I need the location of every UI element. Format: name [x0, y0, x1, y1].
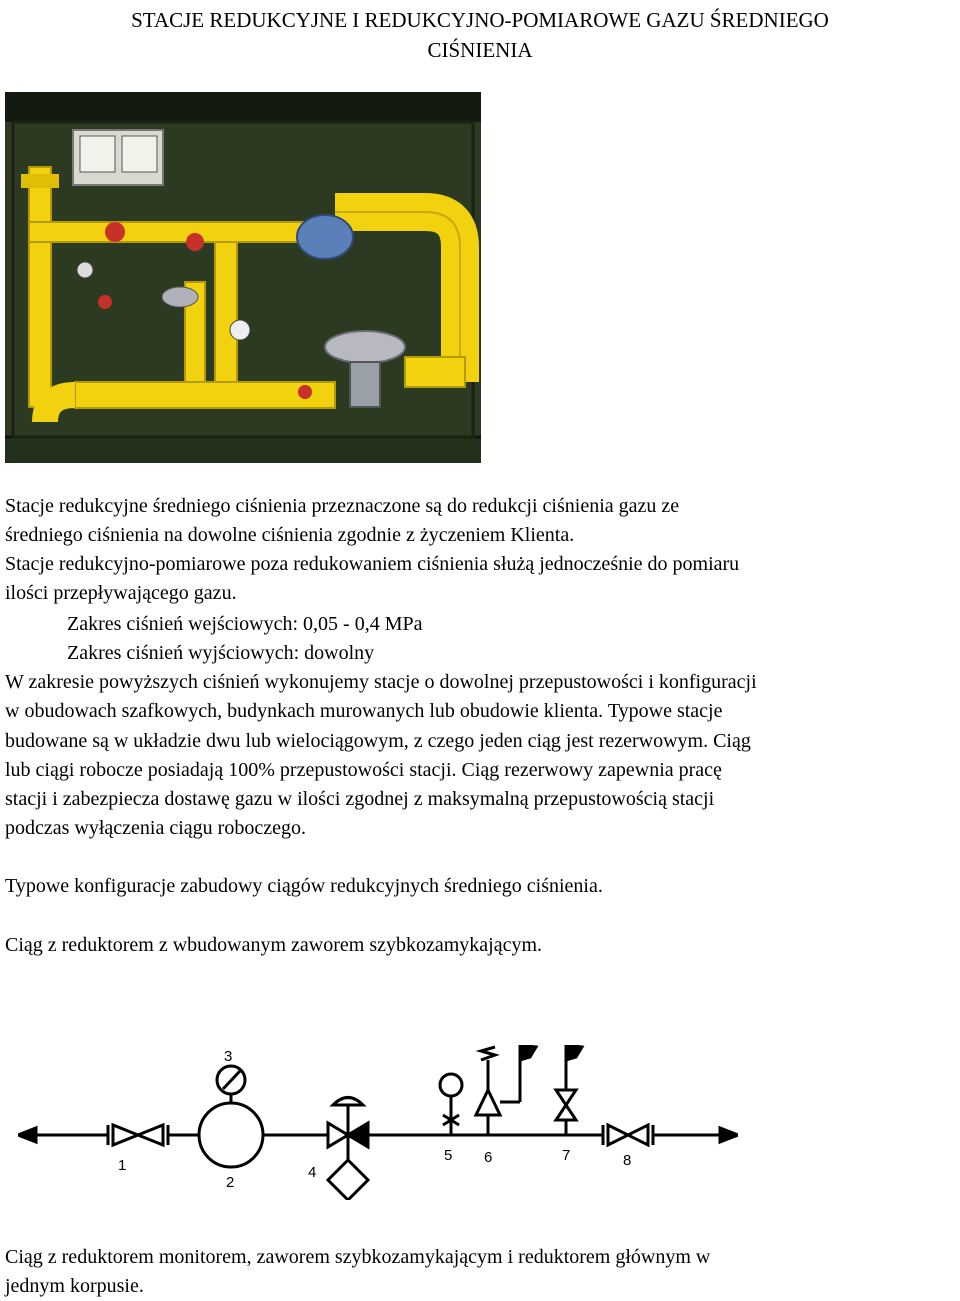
diagram2-heading-line-2: jednym korpusie. — [5, 1275, 144, 1297]
label-1: 1 — [118, 1157, 127, 1174]
diagram1-heading: Ciąg z reduktorem z wbudowanym zaworem szybkozamykającym. — [5, 934, 543, 956]
paragraph-line: W zakresie powyższych ciśnień wykonujemy stacje o dowolnej przepustowości i konfiguracji — [5, 671, 757, 693]
diagram2-heading-line-1: Ciąg z reduktorem monitorem, zaworem szybkozamykającym i reduktorem głównym w — [5, 1246, 711, 1268]
gas-station-photo — [5, 92, 481, 463]
gauge-5 — [440, 1074, 462, 1096]
paragraph-line: Stacje redukcyjne średniego ciśnienia przeznaczone są do redukcji ciśnienia gazu ze — [5, 495, 680, 517]
filter-2 — [199, 1103, 263, 1167]
input-pressure-range: Zakres ciśnień wejściowych: 0,05 - 0,4 MPa — [67, 613, 423, 635]
output-pressure-range: Zakres ciśnień wyjściowych: dowolny — [67, 642, 375, 664]
paragraph-line: budowane są w układzie dwu lub wielociągowym, z czego jeden ciąg jest rezerwowym. Ciąg — [5, 730, 751, 752]
page-title — [0, 5, 960, 65]
label-6: 6 — [484, 1149, 493, 1166]
outlet-arrow — [720, 1128, 738, 1142]
label-8: 8 — [623, 1152, 632, 1169]
paragraph-line: podczas wyłączenia ciągu roboczego. — [5, 817, 306, 839]
inlet-arrow — [18, 1128, 36, 1142]
paragraph-line: ilości przepływającego gazu. — [5, 582, 237, 604]
regulator-4 — [328, 1123, 348, 1147]
paragraph-line: średniego ciśnienia na dowolne ciśnienia zgodnie z życzeniem Klienta. — [5, 524, 575, 546]
label-4: 4 — [308, 1164, 317, 1181]
paragraph-line: stacji i zabezpiecza dostawę gazu w ilości zgodnej z maksymalną przepustowością stacji — [5, 788, 715, 810]
configs-heading: Typowe konfiguracje zabudowy ciągów redukcyjnych średniego ciśnienia. — [5, 875, 603, 897]
label-7: 7 — [562, 1147, 571, 1164]
title-line-1: STACJE REDUKCYJNE I REDUKCYJNO-POMIAROWE GAZU ŚREDNIEGO — [131, 8, 829, 32]
label-2: 2 — [226, 1174, 235, 1191]
paragraph-line: w obudowach szafkowych, budynkach murowanych lub obudowie klienta. Typowe stacje — [5, 700, 723, 722]
label-5: 5 — [444, 1147, 453, 1164]
paragraph-line: lub ciągi robocze posiadają 100% przepustowości stacji. Ciąg rezerwowy zapewnia pracę — [5, 759, 722, 781]
title-line-2: CIŚNIENIA — [427, 38, 533, 62]
paragraph-line: Stacje redukcyjno-pomiarowe poza redukowaniem ciśnienia służą jednocześnie do pomiaru — [5, 553, 740, 575]
relief-valve-6 — [476, 1090, 500, 1115]
pipeline-schematic — [18, 1045, 738, 1200]
label-3: 3 — [224, 1048, 233, 1065]
